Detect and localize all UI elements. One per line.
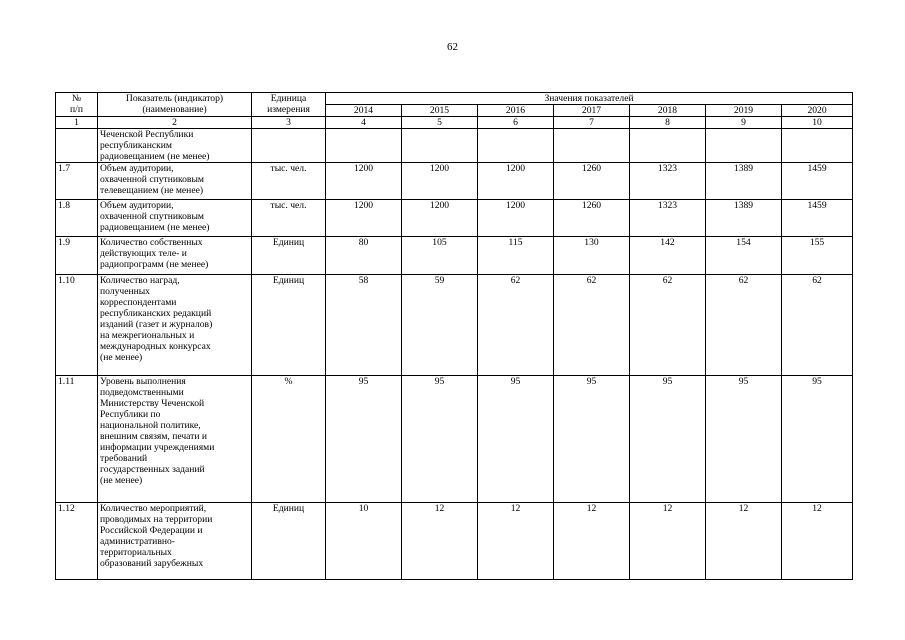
header-row-1 bbox=[56, 93, 853, 105]
value-2016: 1200 bbox=[478, 200, 554, 237]
value-2014: 1200 bbox=[326, 163, 402, 200]
value-2020 bbox=[782, 129, 853, 163]
unit: % bbox=[252, 376, 326, 503]
value-2018: 62 bbox=[630, 275, 706, 376]
value-2019 bbox=[706, 129, 782, 163]
value-2014: 80 bbox=[326, 237, 402, 275]
header-year: 2014 bbox=[326, 105, 402, 117]
value-2017: 1260 bbox=[554, 200, 630, 237]
value-2018: 95 bbox=[630, 376, 706, 503]
value-2019: 154 bbox=[706, 237, 782, 275]
value-2015: 59 bbox=[402, 275, 478, 376]
value-2017: 95 bbox=[554, 376, 630, 503]
header-year: 2020 bbox=[782, 105, 853, 117]
column-number: 9 bbox=[706, 117, 782, 129]
row-number: 1.10 bbox=[56, 275, 98, 376]
value-2018: 142 bbox=[630, 237, 706, 275]
header-indicator: Показатель (индикатор) (наименование) bbox=[98, 93, 252, 117]
value-2020: 12 bbox=[782, 503, 853, 580]
header-num: № п/п bbox=[56, 93, 98, 117]
header-year: 2015 bbox=[402, 105, 478, 117]
value-2015: 95 bbox=[402, 376, 478, 503]
value-2019: 62 bbox=[706, 275, 782, 376]
value-2020: 95 bbox=[782, 376, 853, 503]
value-2020: 62 bbox=[782, 275, 853, 376]
indicator-name: Количество наград, полученных корреспондентами республиканских редакций изданий (газет и журналов) на межрегиональных и международных конкурсах (не менее) bbox=[98, 275, 252, 376]
value-2015: 1200 bbox=[402, 163, 478, 200]
row-number: 1.12 bbox=[56, 503, 98, 580]
column-number: 6 bbox=[478, 117, 554, 129]
table-row bbox=[56, 163, 853, 200]
column-number-row bbox=[56, 117, 853, 129]
value-2016: 95 bbox=[478, 376, 554, 503]
page-number: 62 bbox=[447, 41, 458, 53]
column-number: 7 bbox=[554, 117, 630, 129]
value-2018: 1323 bbox=[630, 200, 706, 237]
column-number: 10 bbox=[782, 117, 853, 129]
header-year: 2017 bbox=[554, 105, 630, 117]
header-year: 2018 bbox=[630, 105, 706, 117]
row-number: 1.7 bbox=[56, 163, 98, 200]
value-2017 bbox=[554, 129, 630, 163]
row-number: 1.8 bbox=[56, 200, 98, 237]
table-row bbox=[56, 129, 853, 163]
value-2019: 12 bbox=[706, 503, 782, 580]
value-2014: 1200 bbox=[326, 200, 402, 237]
column-number: 1 bbox=[56, 117, 98, 129]
value-2015: 1200 bbox=[402, 200, 478, 237]
column-number: 8 bbox=[630, 117, 706, 129]
unit: Единиц bbox=[252, 275, 326, 376]
value-2019: 95 bbox=[706, 376, 782, 503]
header-unit: Единица измерения bbox=[252, 93, 326, 117]
header-year: 2019 bbox=[706, 105, 782, 117]
row-number bbox=[56, 129, 98, 163]
unit: Единиц bbox=[252, 237, 326, 275]
value-2017: 12 bbox=[554, 503, 630, 580]
indicators-table bbox=[55, 92, 853, 580]
column-number: 2 bbox=[98, 117, 252, 129]
header-year: 2016 bbox=[478, 105, 554, 117]
value-2019: 1389 bbox=[706, 200, 782, 237]
unit: Единиц bbox=[252, 503, 326, 580]
value-2018: 12 bbox=[630, 503, 706, 580]
table-row bbox=[56, 503, 853, 580]
value-2015: 12 bbox=[402, 503, 478, 580]
column-number: 3 bbox=[252, 117, 326, 129]
row-number: 1.11 bbox=[56, 376, 98, 503]
table-row bbox=[56, 237, 853, 275]
indicator-name: Чеченской Республики республиканским радиовещанием (не менее) bbox=[98, 129, 252, 163]
table-row bbox=[56, 376, 853, 503]
indicator-name: Количество мероприятий, проводимых на территории Российской Федерации и административно- территориальных образований зарубежных bbox=[98, 503, 252, 580]
value-2019: 1389 bbox=[706, 163, 782, 200]
value-2020: 155 bbox=[782, 237, 853, 275]
unit: тыс. чел. bbox=[252, 200, 326, 237]
column-number: 5 bbox=[402, 117, 478, 129]
header-values-title: Значения показателей bbox=[326, 93, 853, 105]
value-2016 bbox=[478, 129, 554, 163]
unit bbox=[252, 129, 326, 163]
value-2014: 10 bbox=[326, 503, 402, 580]
value-2017: 1260 bbox=[554, 163, 630, 200]
value-2015 bbox=[402, 129, 478, 163]
indicator-name: Объем аудитории, охваченной спутниковым телевещанием (не менее) bbox=[98, 163, 252, 200]
column-number: 4 bbox=[326, 117, 402, 129]
value-2016: 1200 bbox=[478, 163, 554, 200]
value-2016: 62 bbox=[478, 275, 554, 376]
unit: тыс. чел. bbox=[252, 163, 326, 200]
table-row bbox=[56, 200, 853, 237]
value-2015: 105 bbox=[402, 237, 478, 275]
value-2017: 130 bbox=[554, 237, 630, 275]
indicator-name: Уровень выполнения подведомственными Министерству Чеченской Республики по национальной политике, внешним связям, печати и информации учреждениями требований государственных заданий (не менее) bbox=[98, 376, 252, 503]
row-number: 1.9 bbox=[56, 237, 98, 275]
value-2020: 1459 bbox=[782, 163, 853, 200]
value-2018: 1323 bbox=[630, 163, 706, 200]
value-2016: 115 bbox=[478, 237, 554, 275]
value-2018 bbox=[630, 129, 706, 163]
table-row bbox=[56, 275, 853, 376]
value-2020: 1459 bbox=[782, 200, 853, 237]
value-2014 bbox=[326, 129, 402, 163]
indicator-name: Объем аудитории, охваченной спутниковым радиовещанием (не менее) bbox=[98, 200, 252, 237]
value-2014: 95 bbox=[326, 376, 402, 503]
value-2016: 12 bbox=[478, 503, 554, 580]
indicator-name: Количество собственных действующих теле- и радиопрограмм (не менее) bbox=[98, 237, 252, 275]
value-2017: 62 bbox=[554, 275, 630, 376]
value-2014: 58 bbox=[326, 275, 402, 376]
